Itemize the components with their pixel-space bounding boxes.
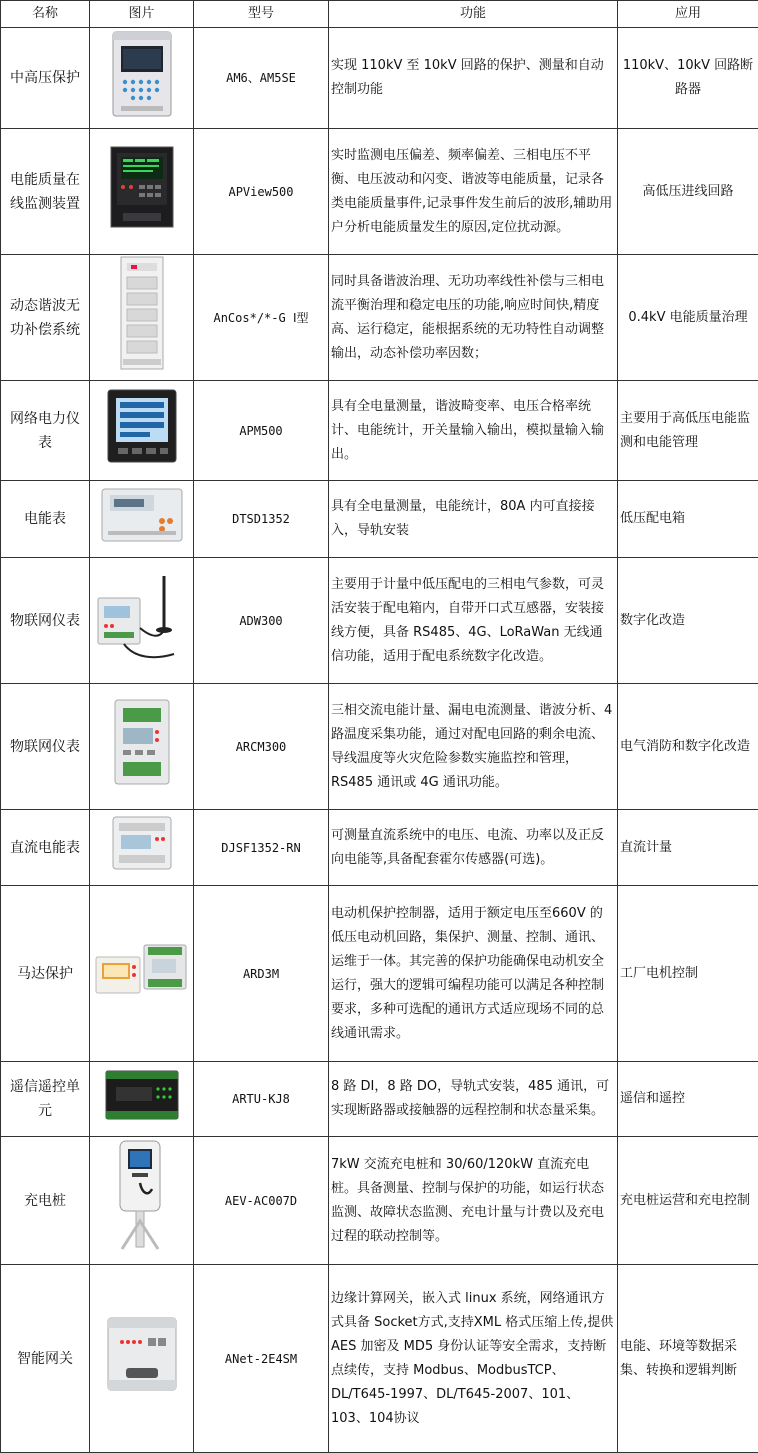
power-meter-icon (104, 386, 180, 466)
table-row (1, 381, 758, 481)
header-function: 功能 (329, 1, 618, 28)
din-rail-meter-icon (98, 483, 186, 547)
product-name: 物联网仪表 (1, 558, 90, 684)
table-row (1, 1265, 758, 1453)
product-function: 同时具备谐波治理、无功功率线性补偿与三相电流平衡治理和稳定电压的功能,响应时间快,精度高、运行稳定，能根据系统的无功特性自动调整输出，动态补偿功率因数； (329, 255, 618, 381)
product-name: 中高压保护 (1, 28, 90, 129)
product-application: 低压配电箱 (618, 481, 758, 558)
product-function: 8 路 DI，8 路 DO，导轨式安装，485 通讯，可实现断路器或接触器的远程控制和状态量采集。 (329, 1062, 618, 1137)
product-function: 实时监测电压偏差、频率偏差、三相电压不平衡、电压波动和闪变、谐波等电能质量，记录各类电能质量事件,记录事件发生前后的波形,辅助用户分析电能质量发生的原因,定位扰动源。 (329, 129, 618, 255)
product-application: 数字化改造 (618, 558, 758, 684)
product-application: 电能、环境等数据采集、转换和逻辑判断 (618, 1265, 758, 1453)
product-application: 工厂电机控制 (618, 886, 758, 1062)
product-model: AnCos*/*-G Ⅰ型 (194, 255, 329, 381)
product-function: 具有全电量测量，电能统计，80A 内可直接接入，导轨安装 (329, 481, 618, 558)
product-model: APM500 (194, 381, 329, 481)
product-name: 物联网仪表 (1, 684, 90, 810)
product-model: DJSF1352-RN (194, 810, 329, 886)
product-application: 直流计量 (618, 810, 758, 886)
table-row (1, 684, 758, 810)
product-application: 高低压进线回路 (618, 129, 758, 255)
product-application: 电气消防和数字化改造 (618, 684, 758, 810)
product-name: 网络电力仪表 (1, 381, 90, 481)
header-application: 应用 (618, 1, 758, 28)
product-model: AM6、AM5SE (194, 28, 329, 129)
dc-meter-icon (107, 811, 177, 875)
rtu-module-icon (102, 1065, 182, 1125)
product-function: 具有全电量测量，谐波畸变率、电压合格率统计、电能统计，开关量输入输出，模拟量输入输出。 (329, 381, 618, 481)
product-name: 充电桩 (1, 1137, 90, 1265)
product-application: 遥信和遥控 (618, 1062, 758, 1137)
table-row (1, 481, 758, 558)
header-name: 名称 (1, 1, 90, 28)
product-name: 电能质量在线监测装置 (1, 129, 90, 255)
product-application: 110kV、10kV 回路断路器 (618, 28, 758, 129)
product-name: 电能表 (1, 481, 90, 558)
table-row (1, 810, 758, 886)
power-quality-monitor-icon (109, 143, 175, 231)
header-picture: 图片 (90, 1, 194, 28)
product-model: APView500 (194, 129, 329, 255)
product-name: 动态谐波无功补偿系统 (1, 255, 90, 381)
product-application: 充电桩运营和充电控制 (618, 1137, 758, 1265)
product-model: AEV-AC007D (194, 1137, 329, 1265)
product-name: 遥信遥控单元 (1, 1062, 90, 1137)
table-row (1, 129, 758, 255)
product-name: 马达保护 (1, 886, 90, 1062)
product-name: 直流电能表 (1, 810, 90, 886)
product-model: ANet-2E4SM (194, 1265, 329, 1453)
product-model: ARCM300 (194, 684, 329, 810)
iot-meter-icon (109, 696, 175, 788)
product-function: 三相交流电能计量、漏电电流测量、谐波分析、4 路温度采集功能，通过对配电回路的剩余电流、导线温度等火灾危险参数实施监控和管理，RS485 通讯或 4G 通讯功能。 (329, 684, 618, 810)
header-row (1, 1, 758, 28)
product-model: ARTU-KJ8 (194, 1062, 329, 1137)
table-row (1, 255, 758, 381)
table-row (1, 1062, 758, 1137)
product-function: 电动机保护控制器，适用于额定电压至660V 的低压电动机回路，集保护、测量、控制、通讯、运维于一体。其完善的保护功能确保电动机安全运行，强大的逻辑可编程功能可以满足各种控制要求，多种可选配的通讯方式适应现场不同的总线通讯需求。 (329, 886, 618, 1062)
cabinet-icon (117, 255, 167, 371)
product-function: 7kW 交流充电桩和 30/60/120kW 直流充电桩。具备测量、控制与保护的功能，如运行状态监测、故障状态监测、充电计量与计费以及充电过程的联动控制等。 (329, 1137, 618, 1265)
header-model: 型号 (194, 1, 329, 28)
product-model: ARD3M (194, 886, 329, 1062)
product-model: DTSD1352 (194, 481, 329, 558)
product-function: 实现 110kV 至 10kV 回路的保护、测量和自动控制功能 (329, 28, 618, 129)
product-application: 主要用于高低压电能监测和电能管理 (618, 381, 758, 481)
table-row (1, 886, 758, 1062)
product-function: 主要用于计量中低压配电的三相电气参数，可灵活安装于配电箱内，自带开口式互感器，安装接线方便，具备 RS485、4G、LoRaWan 无线通信功能，适用于配电系统数字化改造。 (329, 558, 618, 684)
ev-charger-icon (112, 1137, 172, 1255)
product-function: 边缘计算网关，嵌入式 linux 系统，网络通讯方式具备 Socket方式,支持XML 格式压缩上传,提供 AES 加密及 MD5 身份认证等安全需求，支持断点续传，支持 Modbus、ModbusTCP、DL/T645-1997、DL/T645-2007、101、103、104协议 (329, 1265, 618, 1453)
product-application: 0.4kV 电能质量治理 (618, 255, 758, 381)
table-row (1, 1137, 758, 1265)
product-function: 可测量直流系统中的电压、电流、功率以及正反向电能等,具备配套霍尔传感器(可选)。 (329, 810, 618, 886)
product-name: 智能网关 (1, 1265, 90, 1453)
gateway-icon (102, 1312, 182, 1396)
product-model: ADW300 (194, 558, 329, 684)
iot-meter-antenna-icon (94, 568, 190, 664)
motor-protector-icon (94, 939, 190, 999)
table-row (1, 28, 758, 129)
table-row (1, 558, 758, 684)
relay-panel-icon (111, 30, 173, 118)
